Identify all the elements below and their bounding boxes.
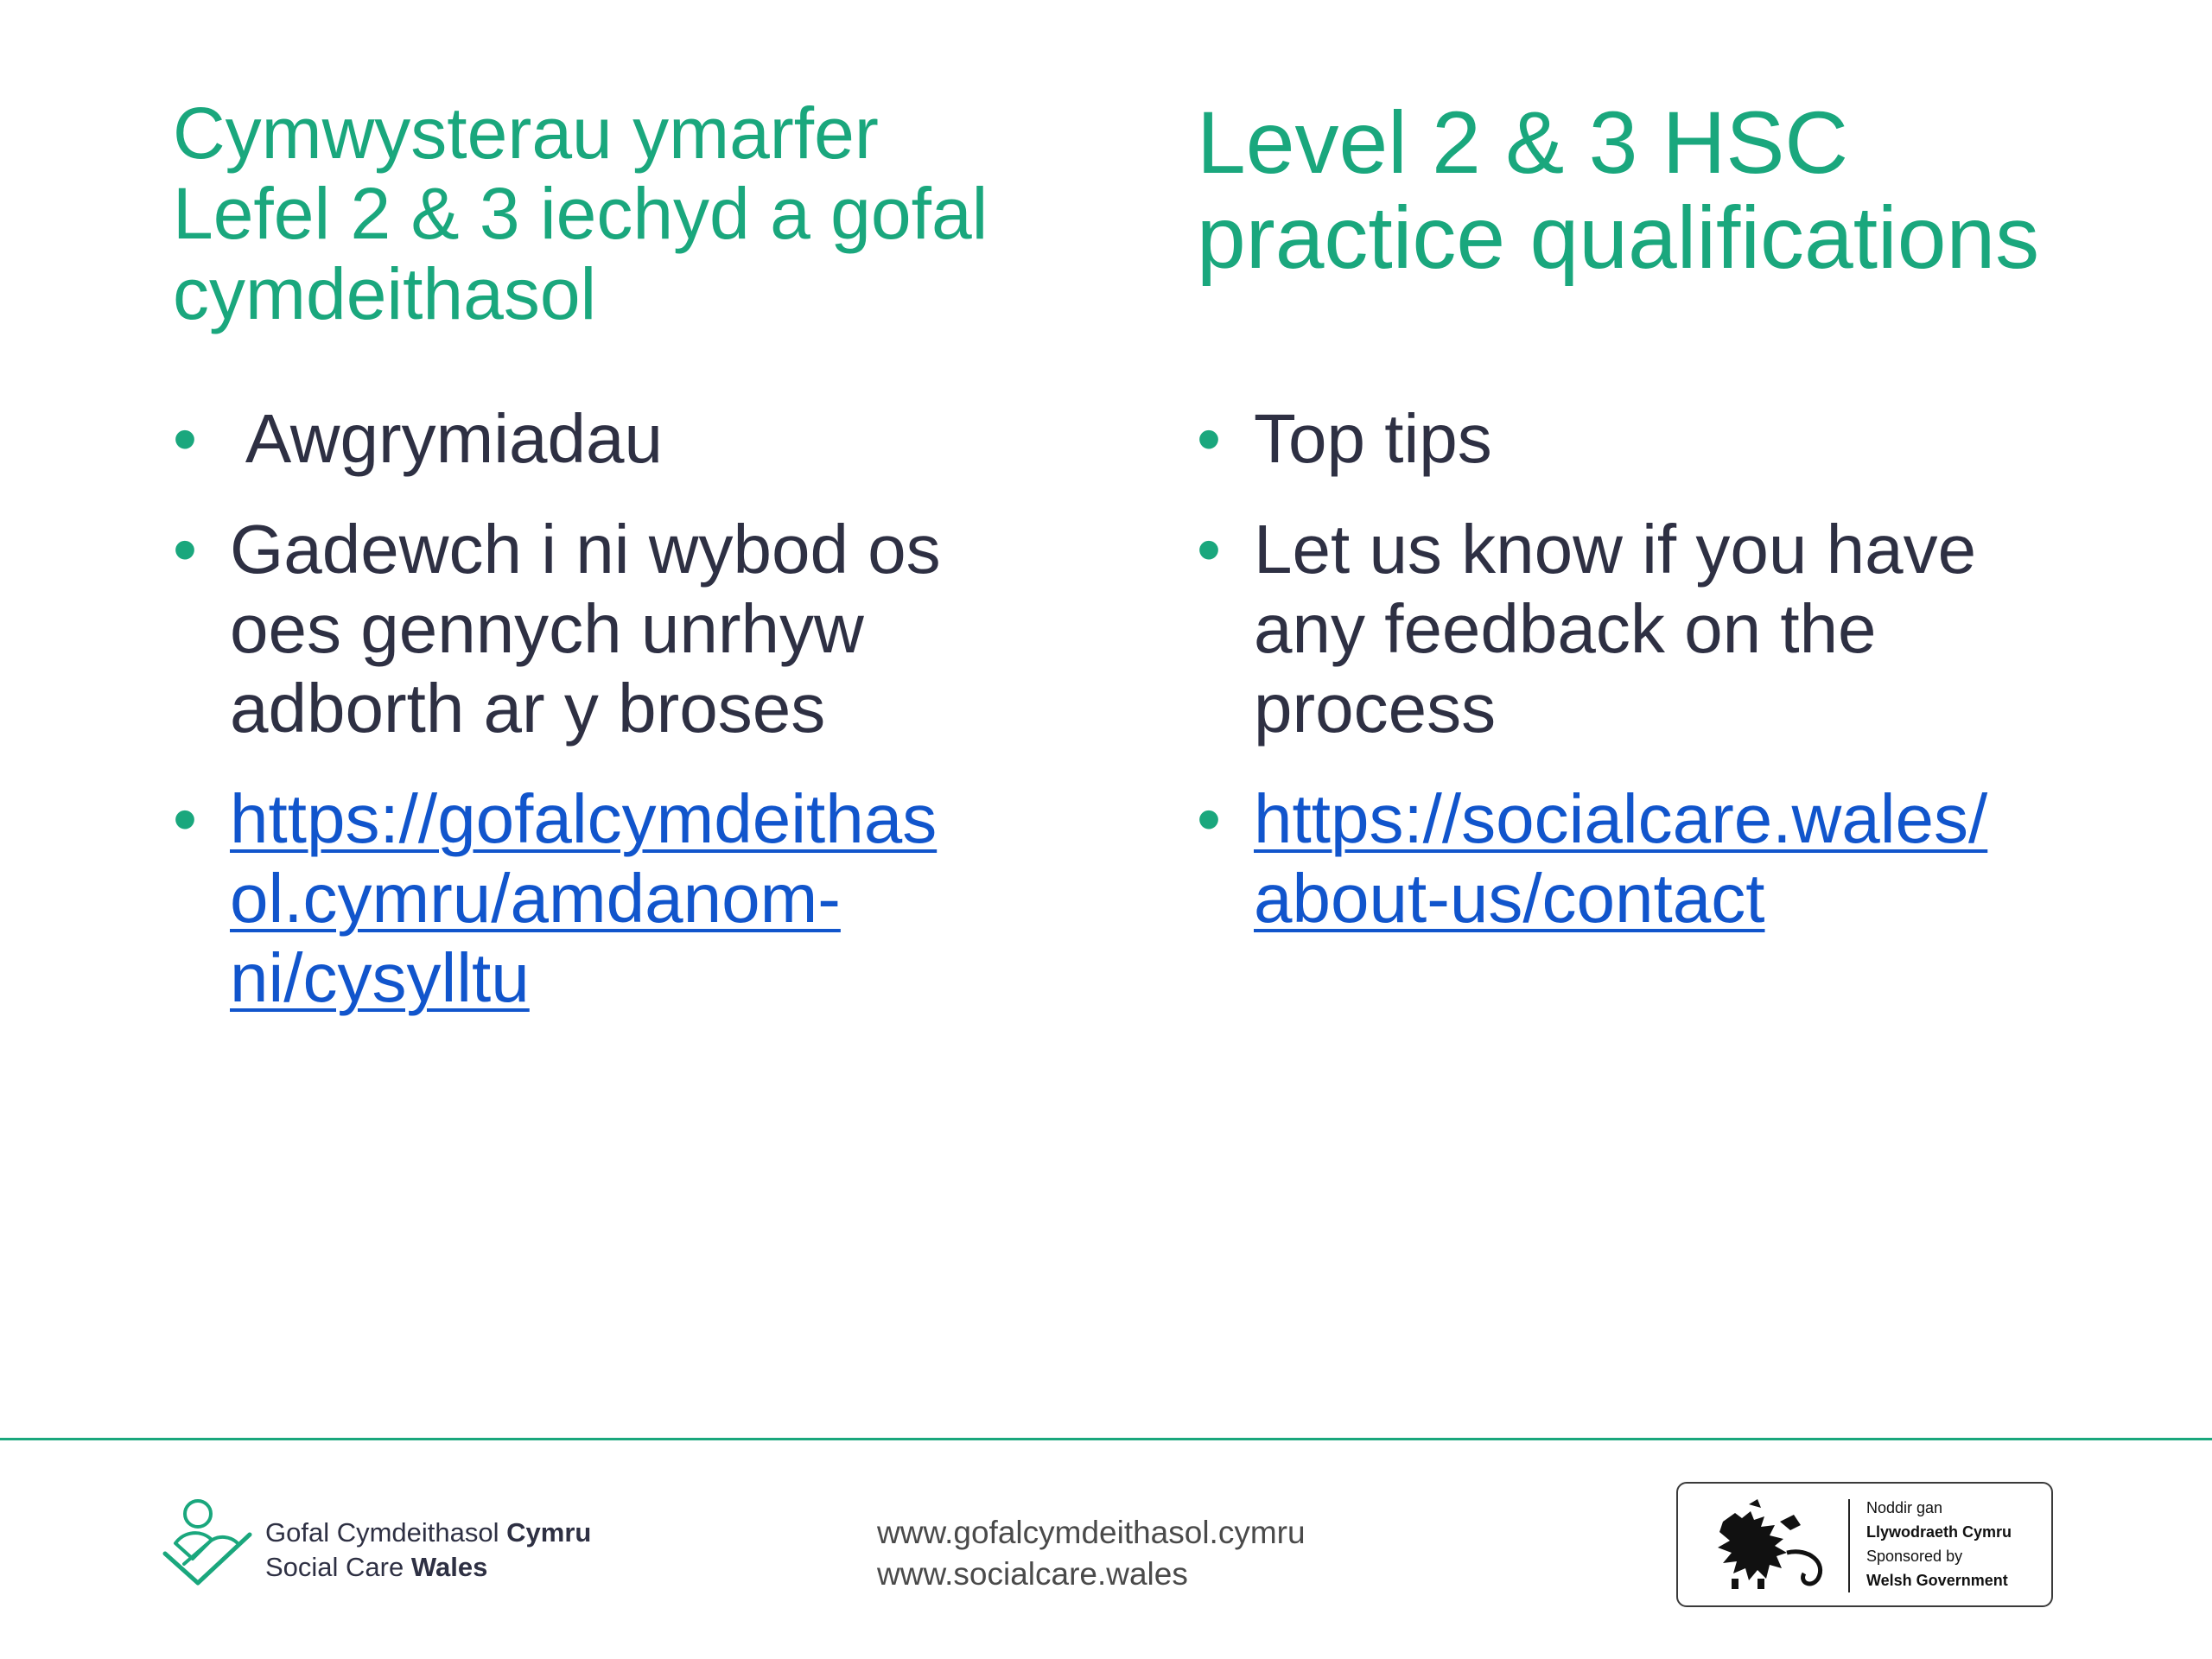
- english-title: [1197, 95, 2039, 285]
- welsh-title-line: Cymwysterau ymarfer: [173, 92, 879, 174]
- social-care-wales-logo: [158, 1497, 607, 1592]
- welsh-title: [173, 93, 988, 334]
- link-text[interactable]: https://gofalcymdeithas: [230, 780, 938, 857]
- bullet-dot: •: [173, 780, 198, 857]
- bullet-text: Let us know if you have: [1254, 511, 1977, 588]
- link-text[interactable]: ol.cymru/amdanom-: [230, 860, 841, 937]
- bullet-text: process: [1254, 670, 1497, 747]
- link-text[interactable]: about-us/contact: [1254, 860, 1765, 937]
- sponsor-text: [1866, 1496, 2012, 1592]
- bullet-dot: •: [1197, 511, 1222, 588]
- welsh-government-sponsor-badge: [1676, 1482, 2053, 1607]
- logo-welsh-prefix: Gofal Cymdeithasol: [265, 1517, 507, 1548]
- bullet-text: oes gennych unrhyw: [230, 590, 864, 667]
- welsh-bullet-top-tips: [173, 399, 1071, 479]
- bullet-text: Top tips: [1254, 400, 1492, 477]
- social-care-wales-logo-icon: [158, 1497, 257, 1592]
- footer-url-welsh: www.gofalcymdeithasol.cymru: [877, 1515, 1306, 1550]
- welsh-contact-link[interactable]: [230, 779, 1071, 1018]
- welsh-bullet-list: [173, 399, 1071, 1049]
- english-title-line: Level 2 & 3 HSC: [1197, 93, 1849, 192]
- english-bullet-feedback: [1197, 510, 2173, 748]
- english-bullet-list: [1197, 399, 2173, 969]
- welsh-title-line: Lefel 2 & 3 iechyd a gofal: [173, 173, 988, 254]
- bullet-text: adborth ar y broses: [230, 670, 826, 747]
- bullet-text: any feedback on the: [1254, 590, 1877, 667]
- bullet-text: Awgrymiadau: [230, 400, 664, 477]
- welsh-dragon-icon: [1697, 1496, 1835, 1592]
- english-title-line: practice qualifications: [1197, 188, 2040, 287]
- logo-welsh-bold: Cymru: [506, 1517, 592, 1548]
- english-contact-link[interactable]: [1254, 779, 2173, 938]
- bullet-dot: •: [1197, 780, 1222, 857]
- bullet-dot: •: [173, 511, 198, 588]
- footer-url-english: www.socialcare.wales: [877, 1556, 1188, 1592]
- link-text[interactable]: https://socialcare.wales/: [1254, 780, 1988, 857]
- bullet-text: Gadewch i ni wybod os: [230, 511, 941, 588]
- logo-english-bold: Wales: [410, 1552, 488, 1582]
- welsh-title-line: cymdeithasol: [173, 253, 597, 334]
- logo-english-prefix: Social Care: [265, 1552, 411, 1582]
- bullet-dot: •: [1197, 400, 1222, 477]
- sponsor-divider: [1848, 1499, 1850, 1592]
- bullet-dot: •: [173, 400, 198, 477]
- sponsor-line: Noddir gan: [1866, 1499, 1943, 1516]
- footer-divider: [0, 1438, 2212, 1440]
- english-bullet-link: [1197, 779, 2173, 938]
- sponsor-line: Welsh Government: [1866, 1572, 2008, 1589]
- link-text[interactable]: ni/cysylltu: [230, 939, 530, 1016]
- english-bullet-top-tips: [1197, 399, 2173, 479]
- sponsor-line: Llywodraeth Cymru: [1866, 1523, 2012, 1541]
- logo-wordmark: [265, 1516, 591, 1585]
- sponsor-line: Sponsored by: [1866, 1548, 1963, 1565]
- footer-urls: [877, 1512, 1306, 1595]
- welsh-bullet-link: [173, 779, 1071, 1018]
- welsh-bullet-feedback: [173, 510, 1071, 748]
